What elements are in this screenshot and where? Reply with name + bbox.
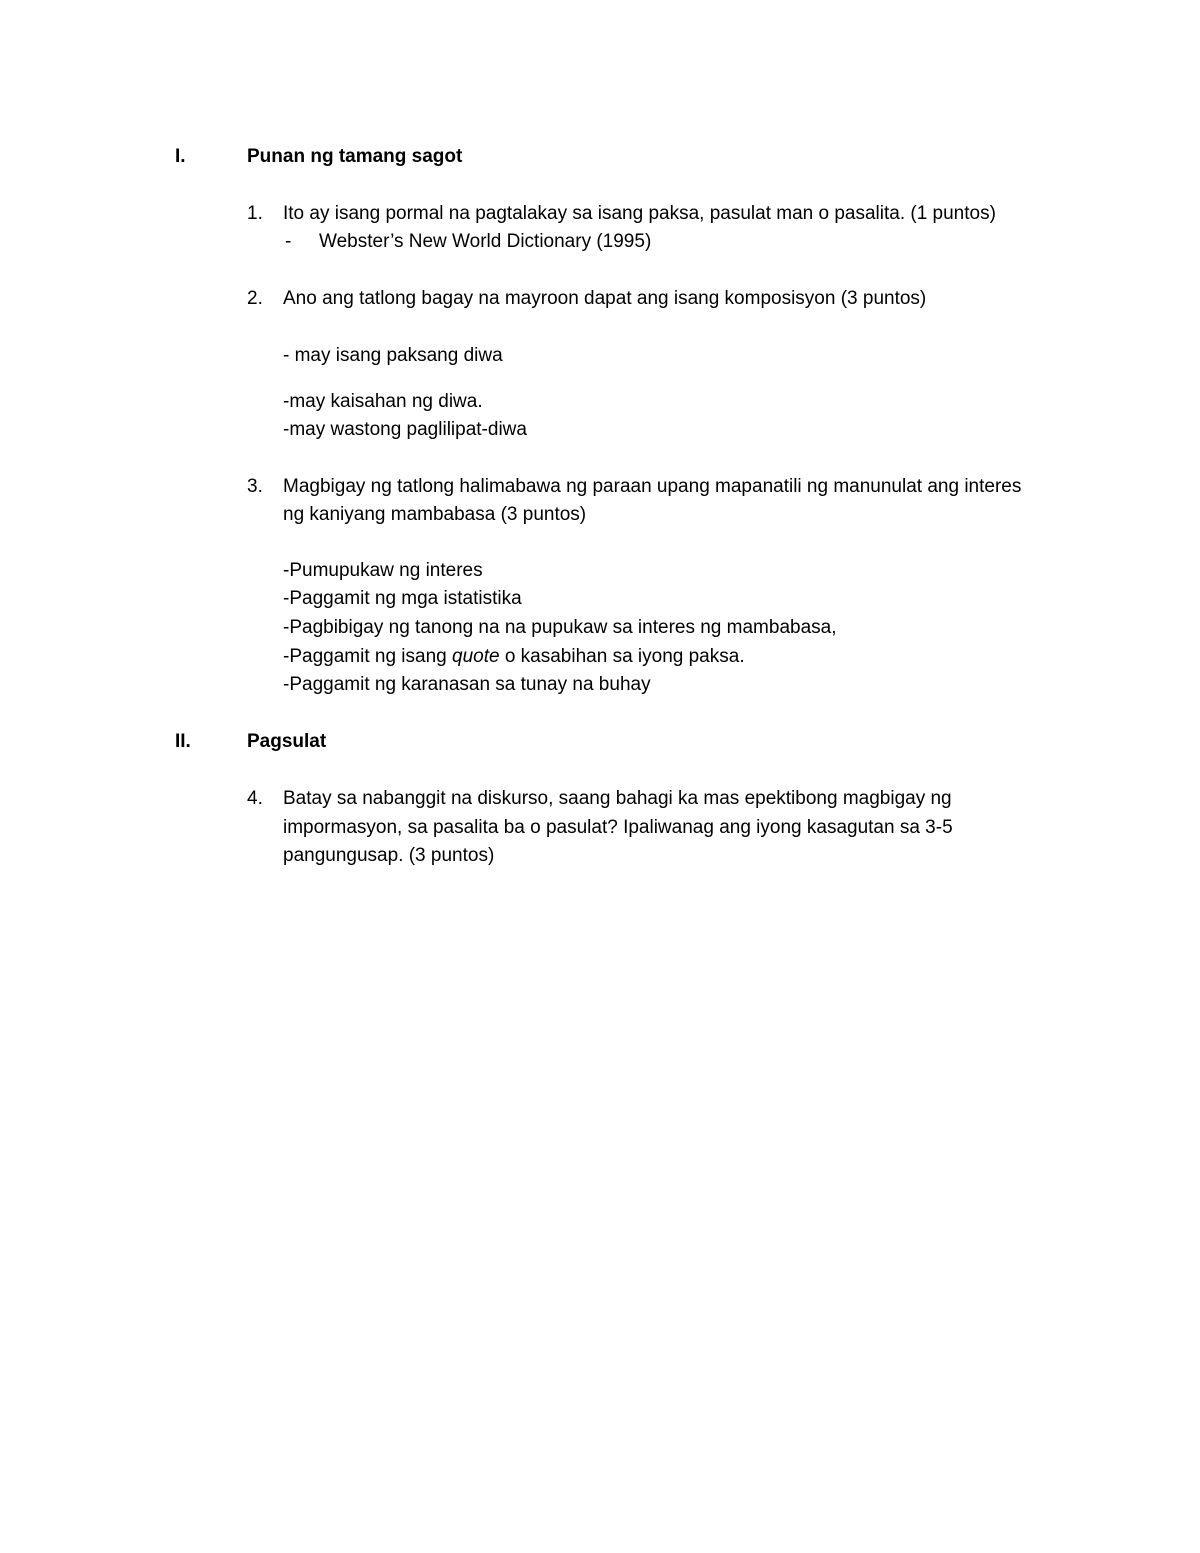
answer-dash: - <box>285 231 292 252</box>
section-numeral: II. <box>175 731 191 752</box>
answer-text: -may kaisahan ng diwa. <box>283 391 483 412</box>
answer-text: Webster’s New World Dictionary (1995) <box>319 231 652 252</box>
answer-text-part: o kasabihan sa iyong paksa. <box>499 646 745 667</box>
question-text-line: Batay sa nabanggit na diskurso, saang bahagi ka mas epektibong magbigay ng <box>283 788 952 809</box>
answer-text: -Paggamit ng mga istatistika <box>283 588 522 609</box>
question-text-line: Magbigay ng tatlong halimabawa ng paraan upang mapanatili ng manunulat ang interes <box>283 476 1022 497</box>
answer-text: -may wastong paglilipat-diwa <box>283 419 527 440</box>
question-number: 3. <box>247 476 263 497</box>
section-title: Punan ng tamang sagot <box>247 146 463 167</box>
answer-text: - may isang paksang diwa <box>283 345 503 366</box>
question-text-line: impormasyon, sa pasalita ba o pasulat? Ipaliwanag ang iyong kasagutan sa 3-5 <box>283 817 953 838</box>
question-text-line: pangungusap. (3 puntos) <box>283 845 495 866</box>
answer-text: -Pagbibigay ng tanong na na pupukaw sa interes ng mambabasa, <box>283 617 837 638</box>
question-number: 1. <box>247 203 263 224</box>
question-text: Ito ay isang pormal na pagtalakay sa isang paksa, pasulat man o pasalita. (1 puntos) <box>283 203 996 224</box>
question-number: 4. <box>247 788 263 809</box>
answer-text-part: -Paggamit ng isang <box>283 646 452 667</box>
italic-term: quote <box>452 646 500 667</box>
answer-text: -Paggamit ng karanasan sa tunay na buhay <box>283 674 651 695</box>
question-text-line: ng kaniyang mambabasa (3 puntos) <box>283 504 587 525</box>
answer-text: -Pumupukaw ng interes <box>283 560 483 581</box>
answer-text <box>283 645 745 669</box>
question-text: Ano ang tatlong bagay na mayroon dapat ang isang komposisyon (3 puntos) <box>283 288 927 309</box>
section-numeral: I. <box>175 146 186 167</box>
question-number: 2. <box>247 288 263 309</box>
section-title: Pagsulat <box>247 731 327 752</box>
